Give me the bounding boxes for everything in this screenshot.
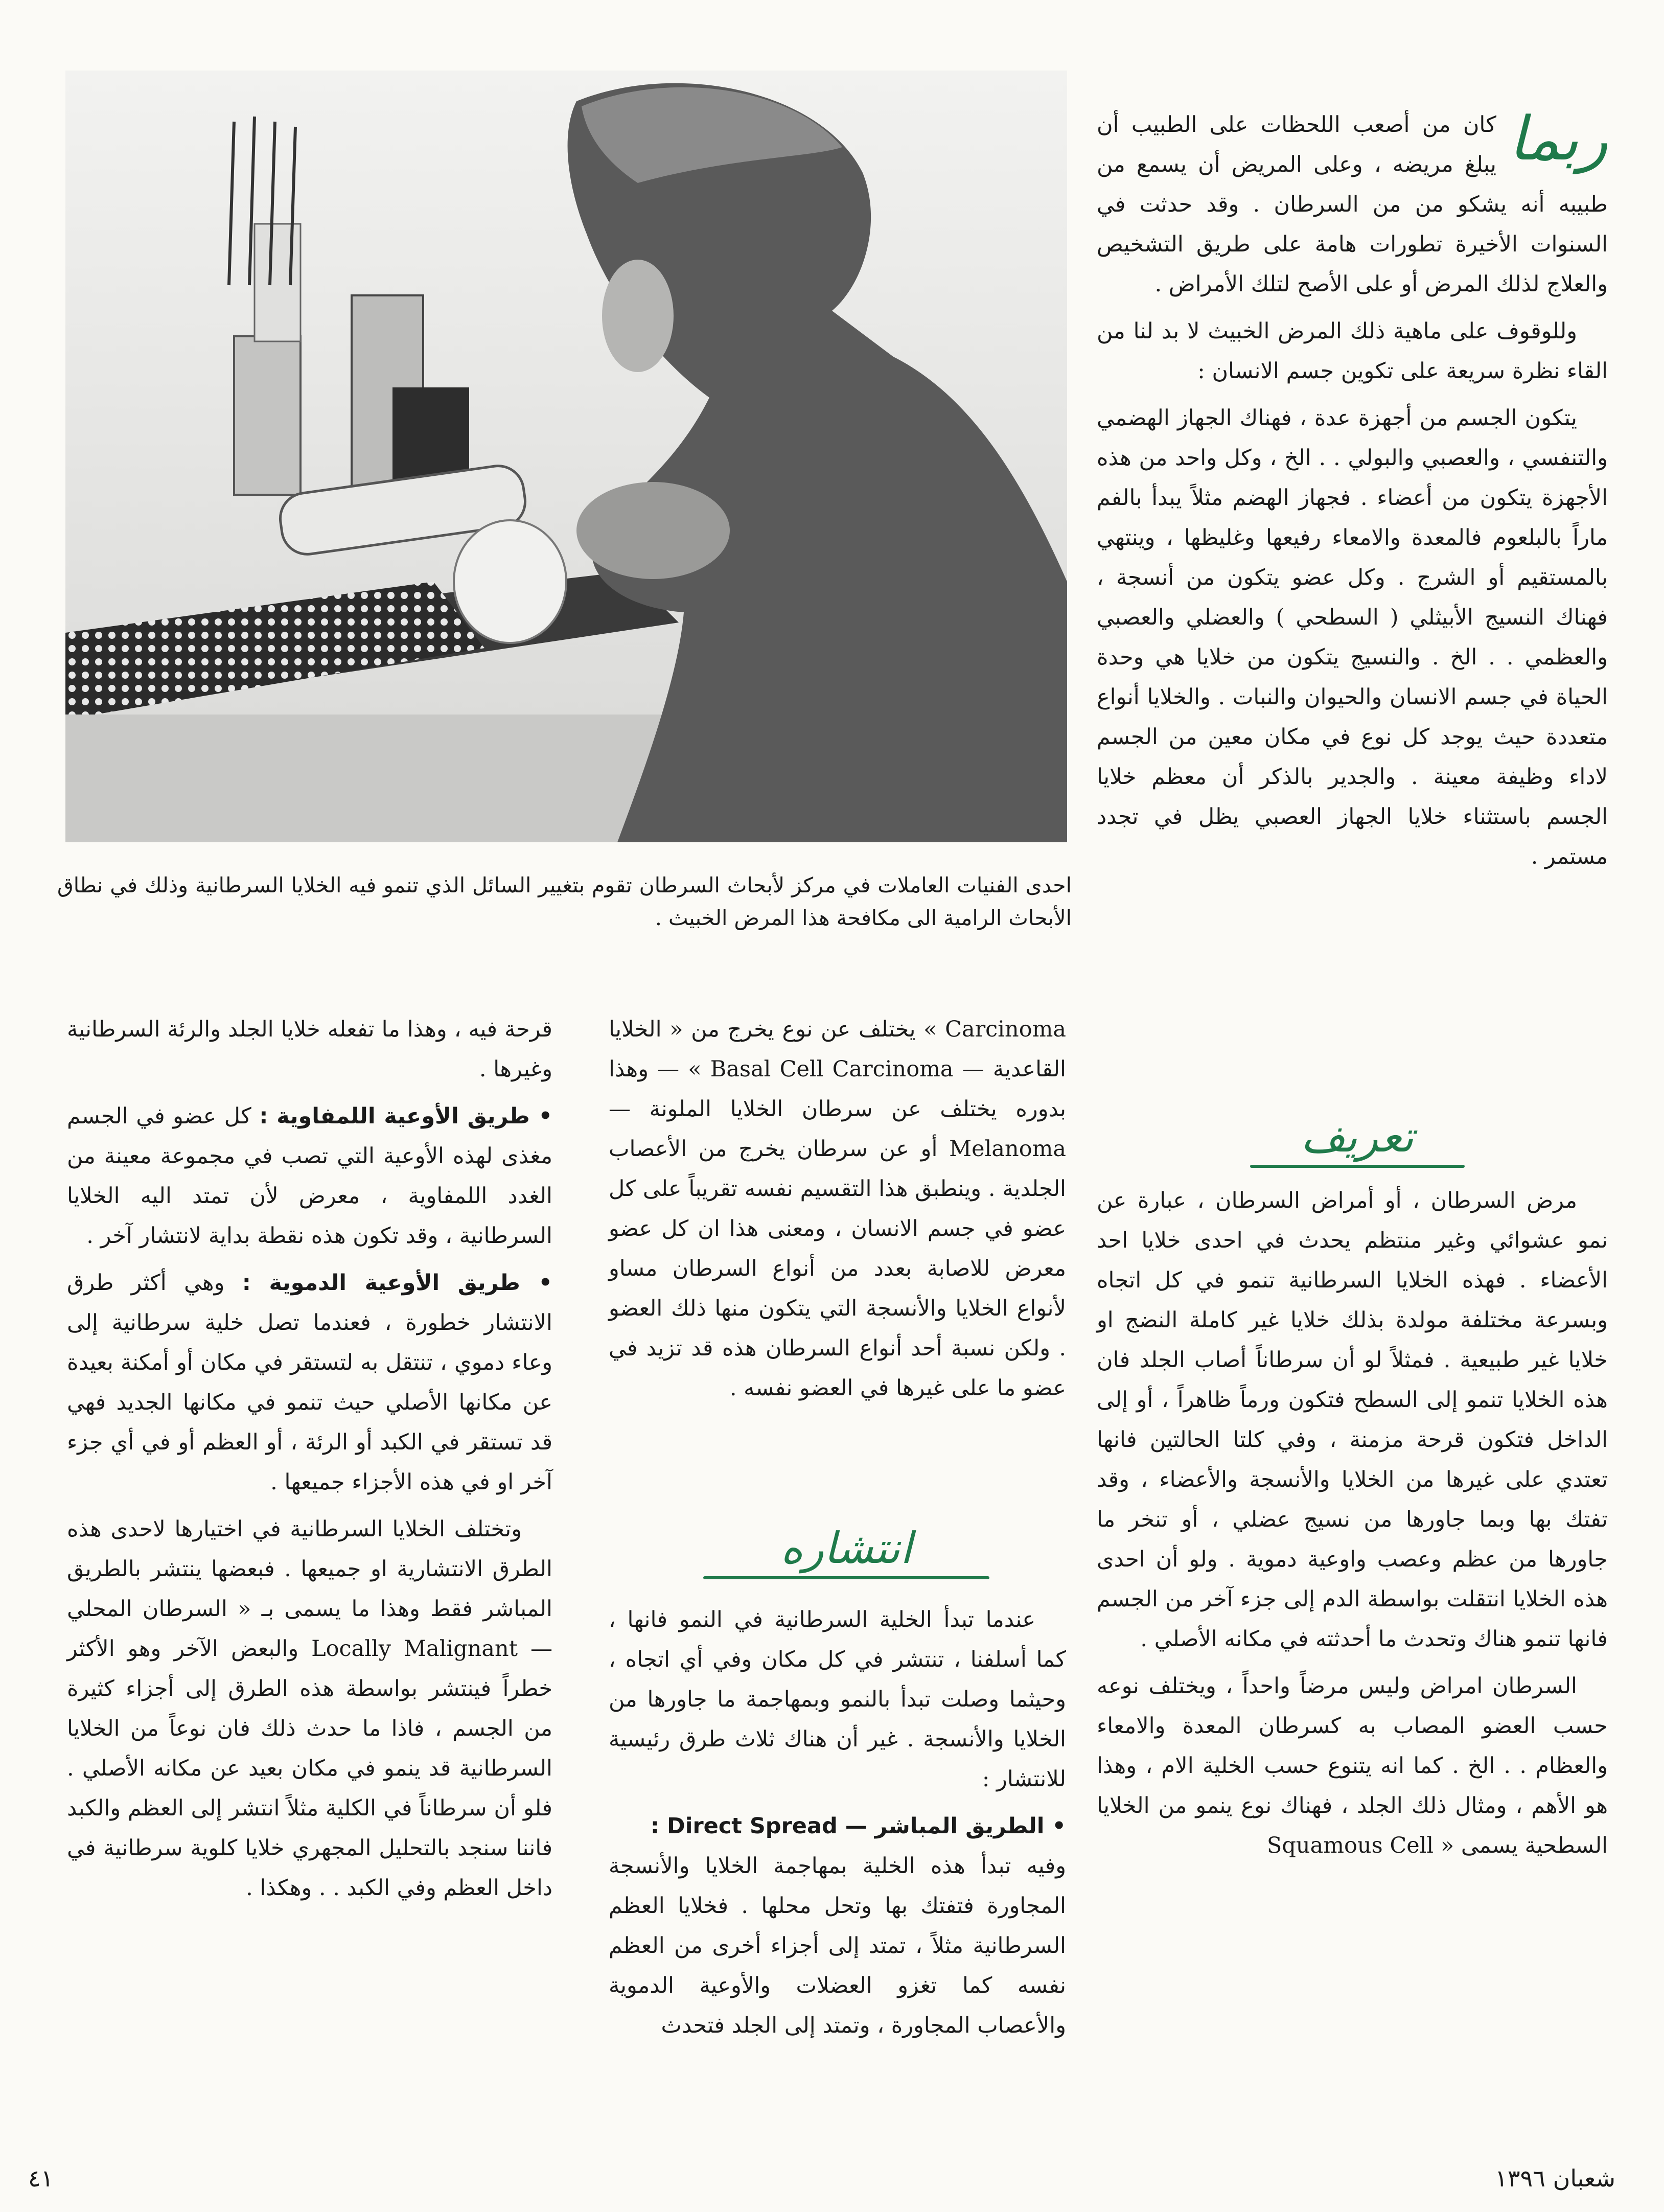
body-paragraph: مرض السرطان ، أو أمراض السرطان ، عبارة عن نمو عشوائي وغير منتظم يحدث في احدى خلايا احد الأعضاء . فهذه الخلايا السرطانية تنمو في كل اتجاه وبسرعة مختلفة مولدة بذلك خلايا غير كاملة النضج او خلايا غير طبيعية . فمثلاً لو أن سرطاناً أصاب الجلد فان هذه الخلايا تنمو إلى السطح فتكون ورماً ظاهراً ، أو إلى الداخل فتكون قرحة مزمنة ، وفي كلتا الحالتين فانها تعتدي على غيرها من الخلايا والأنسجة والأعضاء ، وقد تفتك بها وبما جاورها من نسيج عضلي ، أو تنخر ما جاورها من عظم وعصب واوعية دموية . ولو أن احدى هذه الخلايا انتقلت بواسطة الدم إلى جزء آخر من الجسم فانها تنمو هناك وتحدث ما أحدثته في مكانه الأصلي . — [1097, 1188, 1608, 1652]
middle-column-lower — [609, 1600, 1066, 2045]
body-paragraph: Carcinoma » يختلف عن نوع يخرج من « الخلايا القاعدية — Basal Cell Carcinoma » — وهذا بدوره يختلف عن سرطان الخلايا الملونة — Melanoma أو عن سرطان يخرج من الأعصاب الجلدية . وينطبق هذا التقسيم نفسه تقريباً على كل عضو في جسم الانسان ، ومعنى هذا ان كل عضو معرض للاصابة بعدد من أنواع السرطان مساو لأنواع الخلايا والأنسجة التي يتكون منها ذلك العضو . ولكن نسبة أحد أنواع السرطان هذه قد تزيد في عضو ما على غيرها في العضو نفسه . — [609, 1017, 1066, 1401]
body-paragraph: وهي أكثر طرق الانتشار خطورة ، فعندما تصل خلية سرطانية إلى وعاء دموي ، تنتقل به لتستقر في مكان أو أمكنة بعيدة عن مكانها الأصلي حيث تنمو في مكانها الجديد فهي قد تستقر في الكبد أو الرئة ، أو العظم أو في أي جزء آخر او في هذه الأجزاء جميعها . — [67, 1270, 552, 1495]
lab-photo — [65, 71, 1067, 842]
subheading-blood: • طريق الأوعية الدموية : — [242, 1270, 553, 1296]
photo-caption: احدى الفنيات العاملات في مركز لأبحاث السرطان تقوم بتغيير السائل الذي تنمو فيه الخلايا السرطانية وذلك في نطاق الأبحاث الرامية الى مكافحة هذا المرض الخبيث . — [57, 873, 1072, 930]
dropcap-word: ربما — [1509, 103, 1608, 174]
body-paragraph: يتكون الجسم من أجهزة عدة ، فهناك الجهاز الهضمي والتنفسي ، والعصبي والبولي . . الخ ، وكل واحد من هذه الأجهزة يتكون من أعضاء . فجهاز الهضم مثلاً يبدأ بالفم ماراً بالبلعوم فالمعدة والامعاء رفيعها وغليظها ، وينتهي بالمستقيم أو الشرج . وكل عضو يتكون من أنسجة ، فهناك النسيج الأبيثلي ( السطحي ) والعضلي والعصبي والعظمي . . الخ . والنسيج يتكون من خلايا هي وحدة الحياة في جسم الانسان والحيوان والنبات . والخلايا أنواع متعددة حيث يوجد كل نوع في مكان معين من الجسم لاداء وظيفة معينة . والجدير بالذكر أن معظم خلايا الجسم باستثناء خلايا الجهاز العصبي يظل في تجدد مستمر . — [1097, 405, 1608, 869]
body-paragraph: وللوقوف على ماهية ذلك المرض الخبيث لا بد لنا من القاء نظرة سريعة على تكوين جسم الانسان : — [1097, 318, 1608, 384]
body-paragraph: عندما تبدأ الخلية السرطانية في النمو فانها ، كما أسلفنا ، تنتشر في كل مكان وفي أي اتجاه ، وحيثما وصلت تبدأ بالنمو وبمهاجمة ما جاورها من الخلايا والأنسجة . غير أن هناك ثلاث طرق رئيسية للانتشار : — [609, 1607, 1066, 1792]
right-column-lower — [1097, 1181, 1608, 1865]
subheading-lymph: • طريق الأوعية اللمفاوية : — [259, 1103, 553, 1129]
lab-photo-illustration — [65, 71, 1067, 842]
body-paragraph: كل عضو في الجسم مغذى لهذه الأوعية التي تصب في مجموعة معينة من الغدد اللمفاوية ، معرض لأن تمتد اليه الخلايا السرطانية ، وقد تكون هذه نقطة بداية لانتشار آخر . — [67, 1103, 552, 1249]
body-paragraph: وفيه تبدأ هذه الخلية بمهاجمة الخلايا والأنسجة المجاورة فتفتك بها وتحل محلها . فخلايا العظم السرطانية مثلاً ، تمتد إلى أجزاء أخرى من العظم نفسه كما تغزو العضلات والأوعية الدموية والأعصاب المجاورة ، وتمتد إلى الجلد فتحدث — [609, 1853, 1066, 2038]
left-column — [67, 1009, 552, 1908]
body-paragraph: وتختلف الخلايا السرطانية في اختيارها لاحدى هذه الطرق الانتشارية او جميعها . فبعضها ينتشر بالطريق المباشر فقط وهذا ما يسمى بـ « السرطان المحلي — Locally Malignant والبعض الآخر وهو الأكثر خطراً فينتشر بواسطة هذه الطرق إلى أجزاء كثيرة من الجسم ، فاذا ما حدث ذلك فان نوعاً من الخلايا السرطانية قد ينمو في مكان بعيد عن مكانه الأصلي . فلو أن سرطاناً في الكلية مثلاً انتشر إلى العظم والكبد فاننا سنجد بالتحليل المجهري خلايا كلوية سرطانية في داخل العظم وفي الكبد . . وهكذا . — [67, 1516, 552, 1901]
subheading-direct: • الطريق المباشر — Direct Spread : — [650, 1813, 1066, 1839]
section-heading-spread: انتشاره — [662, 1523, 1030, 1579]
middle-column — [609, 1009, 1066, 1408]
body-paragraph: قرحة فيه ، وهذا ما تفعله خلايا الجلد والرئة السرطانية وغيرها . — [67, 1017, 552, 1082]
issue-date: شعبان ١٣٩٦ — [1495, 2164, 1615, 2192]
intro-paragraph: كان من أصعب اللحظات على الطبيب أن يبلغ مريضه ، وعلى المريض أن يسمع من طبيبه أنه يشكو من من السرطان . وقد حدثت في السنوات الأخيرة تطورات هامة على طريق التشخيص والعلاج لذلك المرض أو على الأصح لتلك الأمراض . — [1097, 112, 1608, 297]
section-heading-definition: تعريف — [1214, 1112, 1500, 1168]
page-number: ٤١ — [28, 2164, 54, 2192]
right-column — [1097, 105, 1608, 877]
body-paragraph: السرطان امراض وليس مرضاً واحداً ، ويختلف نوعه حسب العضو المصاب به كسرطان المعدة والامعاء والعظام . . الخ . كما انه يتنوع حسب الخلية الام ، وهذا هو الأهم ، ومثال ذلك الجلد ، فهناك نوع ينمو من الخلايا السطحية يسمى « Squamous Cell — [1097, 1673, 1608, 1858]
